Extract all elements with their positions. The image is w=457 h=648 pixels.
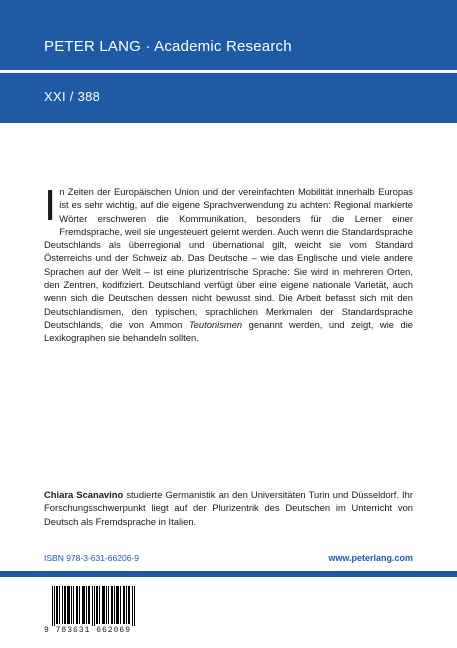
isbn-text: ISBN 978-3-631-66206-9 bbox=[44, 553, 139, 563]
header-divider bbox=[0, 70, 457, 73]
blurb-body-end: genannt werden, und zeigt, wie die Lexikographen sie behandeln sollten. bbox=[44, 318, 413, 344]
barcode-number: 9 783631 662069 bbox=[44, 626, 144, 635]
drop-cap: I bbox=[44, 181, 57, 230]
barcode bbox=[44, 586, 140, 634]
series-number: XXI / 388 bbox=[44, 89, 101, 104]
blurb-emphasis: Teutonismen bbox=[188, 318, 243, 330]
author-bio-text: studierte Germanistik an den Universitäten Turin und Düsseldorf. Ihr Forschungsschwerpunkt liegt auf der Plurizentrik des Deutschen im Unterricht von Deutsch als Fremdsprache in Italien. bbox=[44, 489, 414, 527]
barcode-bars bbox=[52, 586, 138, 628]
footer-divider bbox=[0, 571, 457, 577]
blurb-body: n Zeiten der Europäischen Union und der vereinfachten Mobilität innerhalb Europas ist es sehr wichtig, auf die eigene Sprachverwendung zu achten: Regional markierte Wörter erschweren die Kommunikation, besonders für die Lerner einer Fremdsprache, weil sie ungesteuert gelernt werden. Auch wenn die Standardsprache Deutschlands als überregional und übernational gilt, weicht sie vom Standard Österreichs und der Schweiz ab. Das Deutsche – wie das Englische und viele andere Sprachen auf der Welt – ist eine plurizentrische Sprache: Sie wird in mehreren Orten, den Zentren, kodifiziert. Deutschland verfügt über eine eigene nationale Varietät, auch wenn sich die Deutschen dessen nicht bewusst sind. Die Arbeit befasst sich mit den Deutschlandismen, den typischen, sprachlichen Merkmalen der Standardsprache Deutschlands, die von Ammon bbox=[44, 186, 413, 330]
header-band bbox=[0, 0, 457, 123]
website-link[interactable]: www.peterlang.com bbox=[328, 553, 413, 563]
blurb-text bbox=[44, 181, 413, 345]
publisher-name: PETER LANG · Academic Research bbox=[44, 38, 292, 55]
author-bio bbox=[44, 488, 413, 528]
author-name: Chiara Scanavino bbox=[44, 489, 124, 500]
